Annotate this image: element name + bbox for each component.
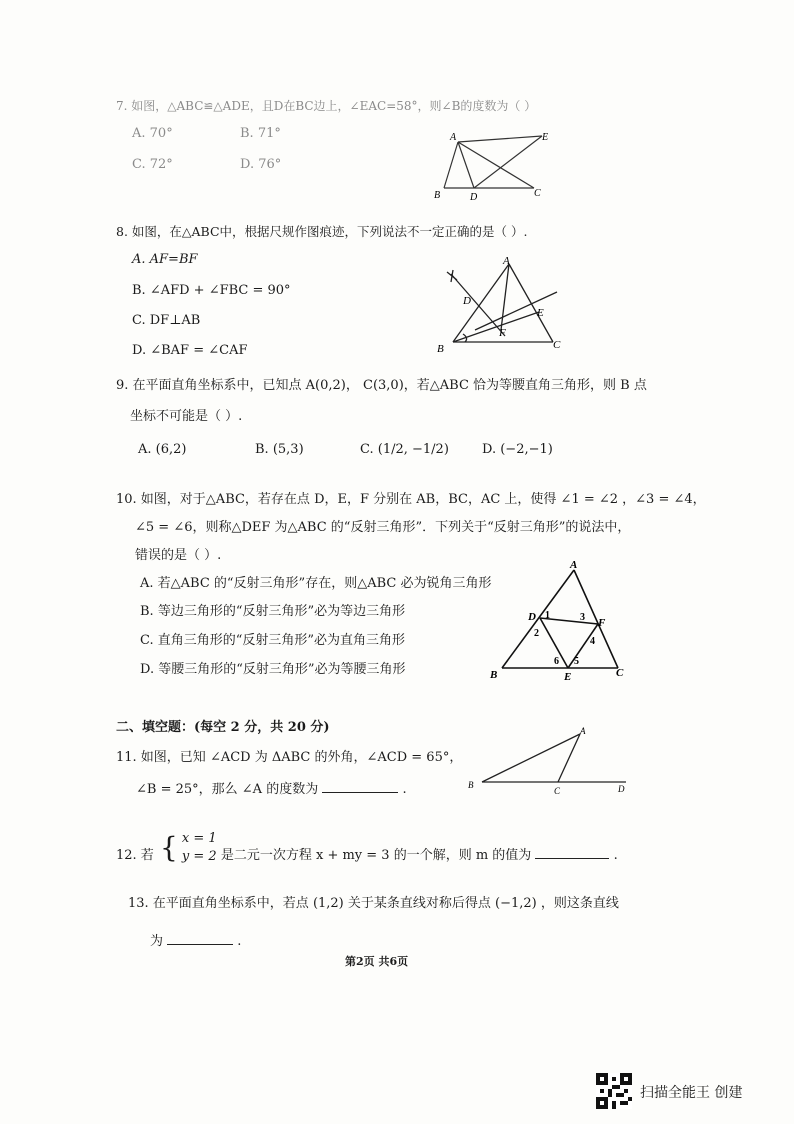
q7-label-c: C <box>534 188 541 199</box>
q10-label-3: 3 <box>580 612 585 623</box>
q10-label-c: C <box>616 667 624 679</box>
q12-system: { x = 1 y = 2 <box>159 831 217 864</box>
q8-option-a: A. AF=BF <box>132 252 198 267</box>
scanner-brand: 扫描全能王 创建 <box>640 1085 743 1101</box>
q7-option-b: B. 71° <box>240 126 281 141</box>
q11-label-d: D <box>618 784 625 794</box>
q11-answer-blank[interactable] <box>322 780 398 793</box>
q12-line <box>116 830 618 870</box>
q9-stem-line1: 9. 在平面直角坐标系中，已知点 A(0,2)， C(3,0)，若△ABC 恰为等腰直角三角形，则 B 点 <box>116 378 647 393</box>
q12-sys-eq2: y = 2 <box>181 849 217 864</box>
qr-code-icon <box>596 1073 632 1109</box>
q7-option-a: A. 70° <box>132 126 173 141</box>
q10-label-d: D <box>528 611 536 623</box>
q11-label-c: C <box>554 786 561 796</box>
q10-label-2: 2 <box>534 628 539 639</box>
section2-title: 二、填空题：(每空 2 分，共 20 分) <box>116 720 330 735</box>
q8-label-b: B <box>437 343 444 354</box>
q13-end: . <box>237 934 242 949</box>
q11-figure <box>466 722 636 798</box>
q8-option-d: D. ∠BAF = ∠CAF <box>132 343 248 358</box>
q10-label-a: A <box>570 559 578 571</box>
q8-label-a: A <box>503 255 510 267</box>
q10-label-5: 5 <box>574 656 579 667</box>
q10-option-d: D. 等腰三角形的“反射三角形”必为等腰三角形 <box>140 662 406 677</box>
q10-stem-line2: ∠5 = ∠6，则称△DEF 为△ABC 的“反射三角形”．下列关于“反射三角形”的说法中， <box>135 520 631 535</box>
q7-label-e: E <box>542 132 549 143</box>
q8-label-e: E <box>537 307 544 319</box>
q9-option-d: D. (−2,−1) <box>482 442 553 457</box>
q10-option-a: A. 若△ABC 的“反射三角形”存在，则△ABC 必为锐角三角形 <box>140 576 492 591</box>
q7-label-b: B <box>434 190 441 201</box>
q13-stem-line1: 13. 在平面直角坐标系中，若点 (1,2) 关于某条直线对称后得点 (−1,2) ，则这条直线 <box>128 896 619 911</box>
q10-label-1: 1 <box>545 610 550 621</box>
q8-option-b: B. ∠AFD + ∠FBC = 90° <box>132 283 291 298</box>
q10-label-e: E <box>564 671 572 682</box>
q10-label-4: 4 <box>590 636 595 647</box>
q9-option-c: C. (1/2, −1/2) <box>360 442 449 457</box>
q7-option-c: C. 72° <box>132 157 173 172</box>
q13-stem-text: 为 <box>150 934 164 949</box>
q11-stem-text: ∠B = 25°，那么 ∠A 的度数为 <box>136 782 319 797</box>
q9-stem-line2: 坐标不可能是（ ）. <box>130 409 243 424</box>
q12-sys-eq1: x = 1 <box>181 831 217 846</box>
q13-stem-line2 <box>150 930 241 949</box>
q10-option-b: B. 等边三角形的“反射三角形”必为等边三角形 <box>140 604 406 619</box>
q12-suffix: 是二元一次方程 x + my = 3 的一个解，则 m 的值为 <box>220 848 532 863</box>
q7-option-d: D. 76° <box>240 157 282 172</box>
q13-answer-blank[interactable] <box>167 932 233 945</box>
q11-label-a: A <box>580 726 586 736</box>
q7-label-d: D <box>470 192 478 203</box>
q11-stem-line2 <box>136 778 407 797</box>
q10-option-c: C. 直角三角形的“反射三角形”必为直角三角形 <box>140 633 406 648</box>
q11-label-b: B <box>468 780 474 790</box>
q10-label-b: B <box>490 669 498 681</box>
q8-label-c: C <box>553 339 561 351</box>
q8-label-f: F <box>499 327 506 339</box>
q8-option-c: C. DF⊥AB <box>132 313 201 328</box>
q9-option-b: B. (5,3) <box>255 442 304 457</box>
q10-figure <box>488 556 628 682</box>
q8-label-d: D <box>463 295 471 307</box>
q11-end: . <box>402 782 407 797</box>
q8-stem: 8. 如图，在△ABC中，根据尺规作图痕迹，下列说法不一定正确的是（ ）. <box>116 224 528 239</box>
q7-stem: 7. 如图，△ABC≌△ADE，且D在BC边上，∠EAC=58°，则∠B的度数为（ ） <box>116 99 537 113</box>
q12-prefix: 12. 若 <box>116 848 154 863</box>
q7-label-a: A <box>450 132 457 143</box>
q9-option-a: A. (6,2) <box>138 442 187 457</box>
q10-label-6: 6 <box>554 656 559 667</box>
q12-answer-blank[interactable] <box>535 846 609 859</box>
q10-label-f: F <box>598 617 606 629</box>
q12-end: . <box>613 848 618 863</box>
q11-stem-line1: 11. 如图，已知 ∠ACD 为 ΔABC 的外角，∠ACD = 65°， <box>116 750 463 765</box>
q7-figure <box>430 128 560 204</box>
page-number: 第2页 共6页 <box>345 955 409 968</box>
q8-figure <box>435 252 575 354</box>
q10-stem-line1: 10. 如图，对于△ABC，若存在点 D，E，F 分别在 AB，BC，AC 上，使得 ∠1 = ∠2 ，∠3 = ∠4， <box>116 492 706 507</box>
q10-stem-line3: 错误的是（ ）. <box>135 548 222 563</box>
